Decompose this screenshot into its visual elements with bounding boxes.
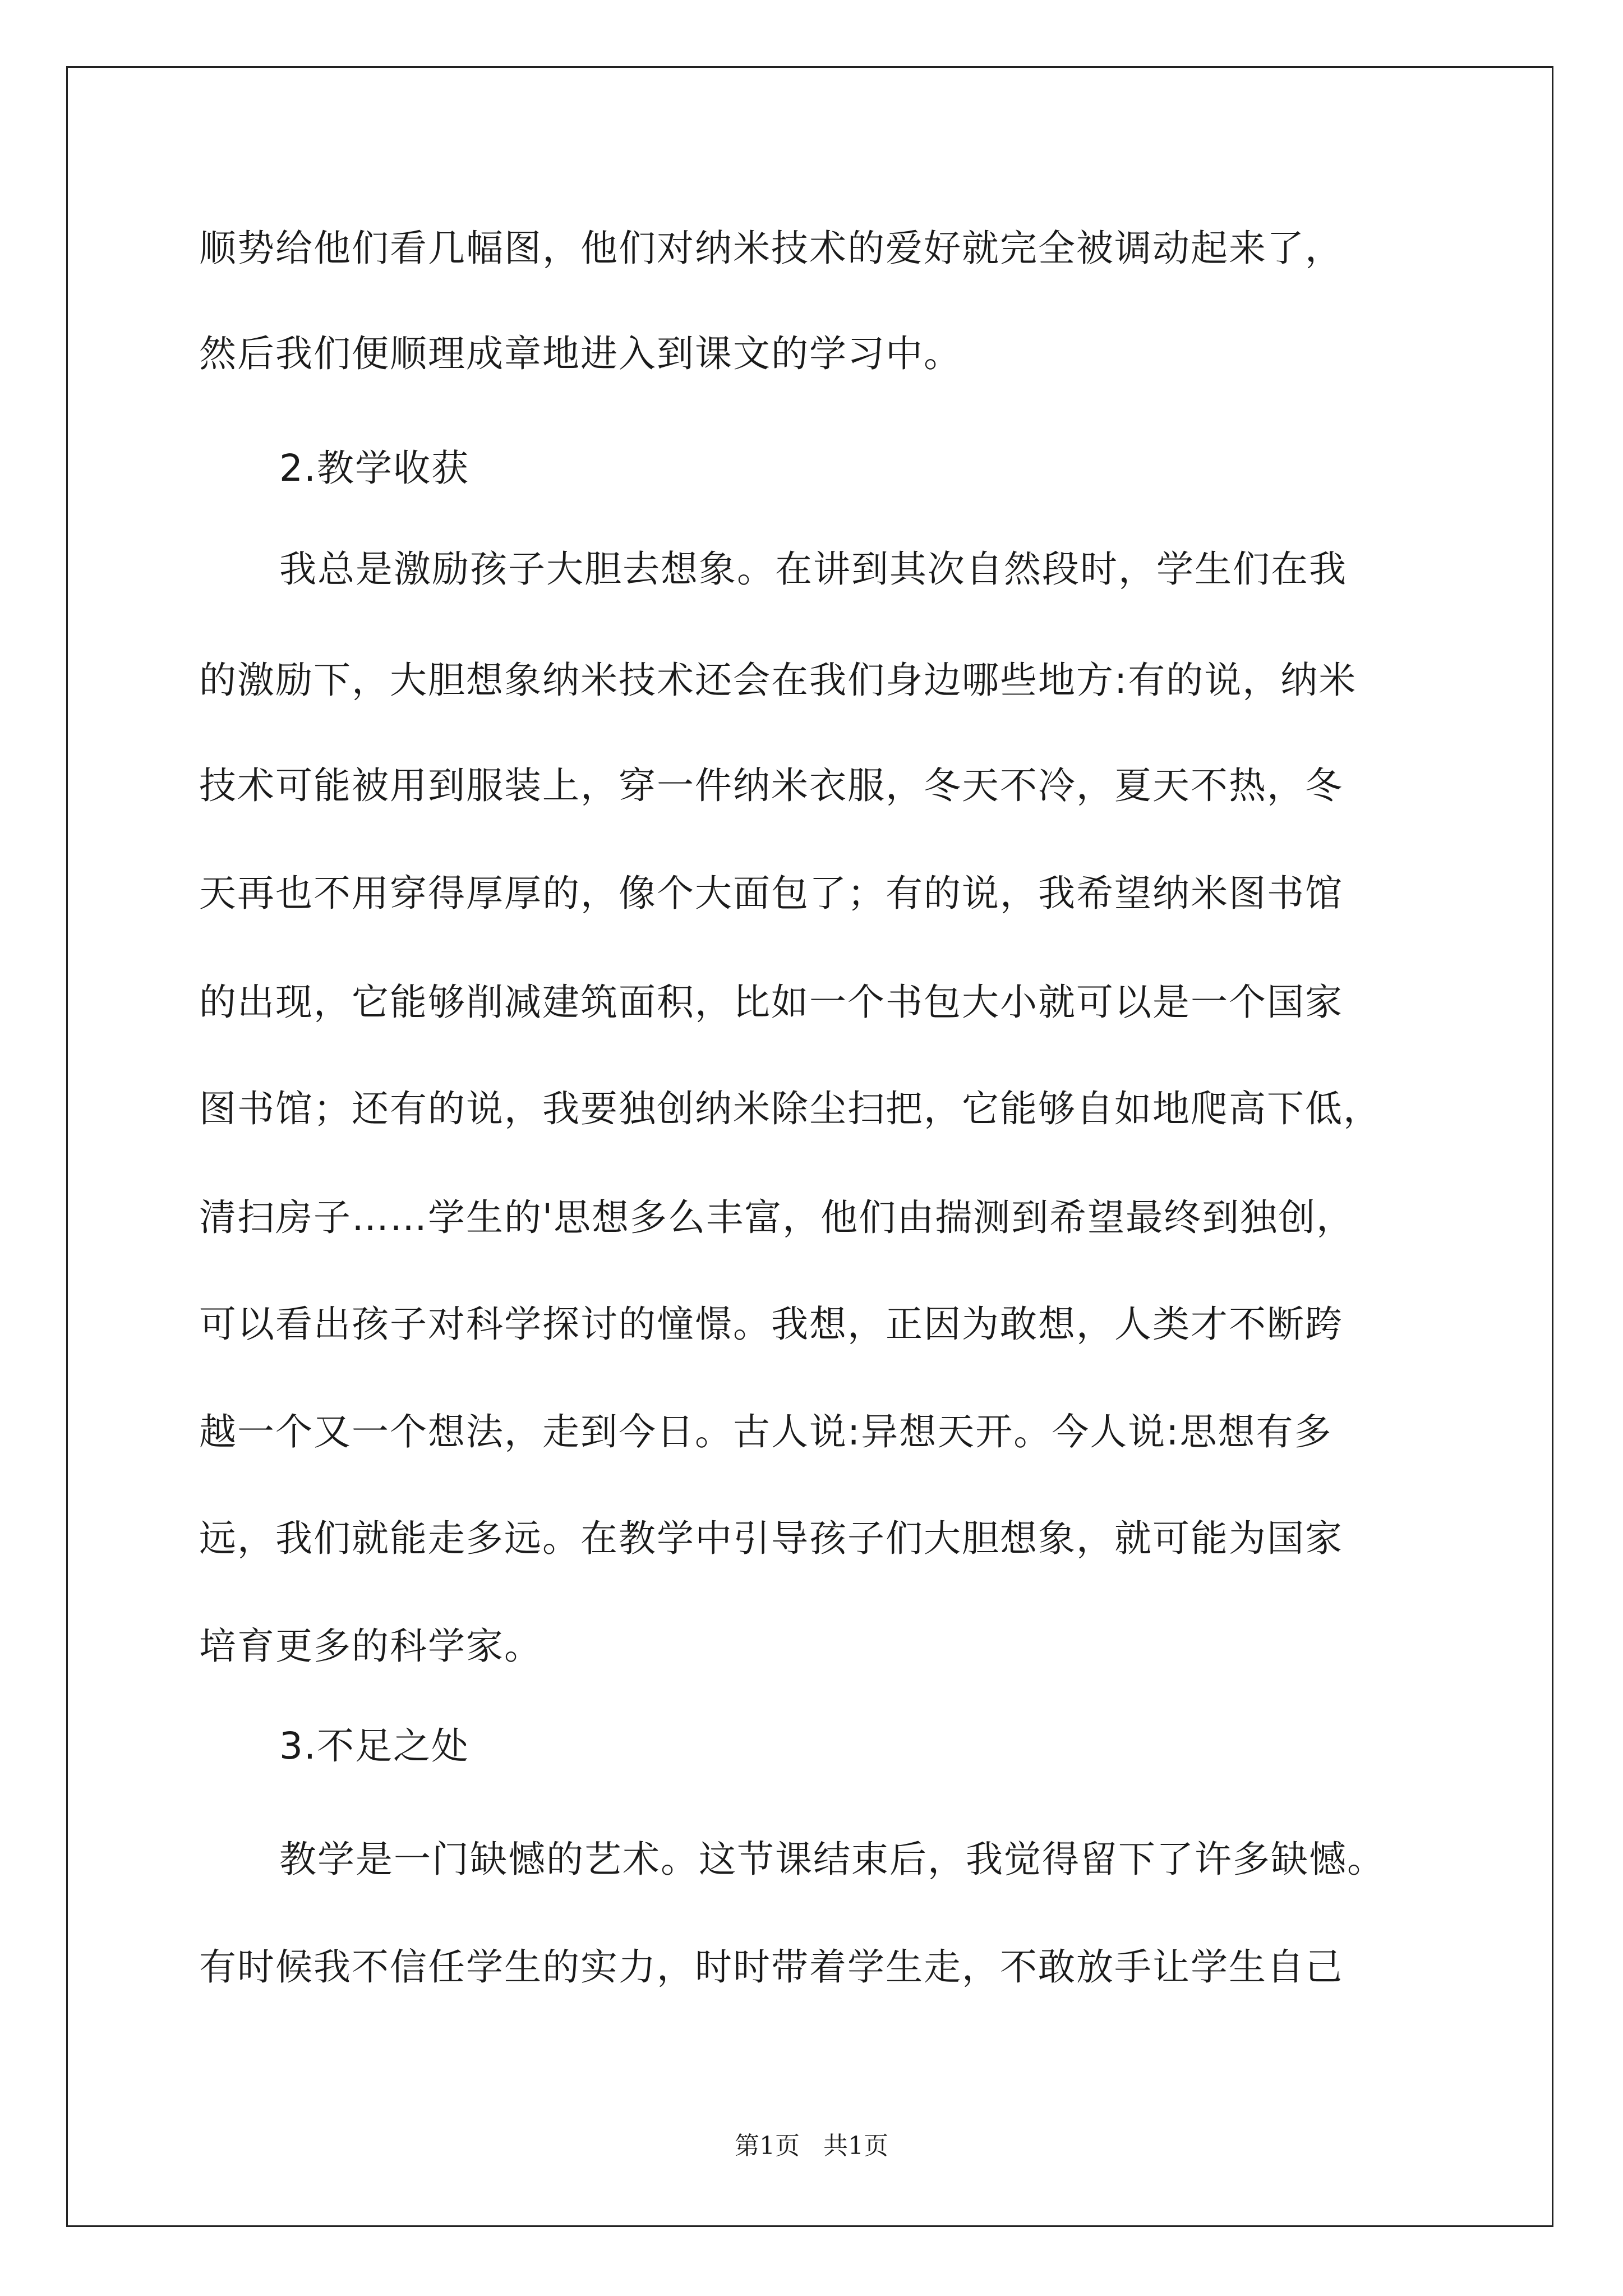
- section-heading: 3.不足之处: [279, 1724, 469, 1768]
- text-line: 有时候我不信任学生的实力，时时带着学生走，不敢放手让学生自己: [199, 1945, 1343, 1989]
- page-number: 第1页: [735, 2132, 800, 2160]
- text-line: 然后我们便顺理成章地进入到课文的学习中。: [199, 332, 962, 375]
- text-line: 教学是一门缺憾的艺术。这节课结束后，我觉得留下了许多缺憾。: [279, 1838, 1385, 1881]
- text-line: 图书馆；还有的说，我要独创纳米除尘扫把，它能够自如地爬高下低，: [199, 1087, 1381, 1130]
- text-line: 培育更多的科学家。: [199, 1625, 542, 1668]
- section-heading: 2.教学收获: [279, 447, 469, 490]
- text-line: 可以看出孩子对科学探讨的憧憬。我想，正因为敢想，人类才不断跨: [199, 1303, 1343, 1346]
- text-line: 的出现，它能够削减建筑面积，比如一个书包大小就可以是一个国家: [199, 981, 1343, 1024]
- page-total: 共1页: [823, 2132, 888, 2160]
- text-line: 远，我们就能走多远。在教学中引导孩子们大胆想象，就可能为国家: [199, 1517, 1343, 1560]
- text-line: 越一个又一个想法，走到今日。古人说:异想天开。今人说:思想有多: [199, 1410, 1332, 1453]
- text-line: 技术可能被用到服装上，穿一件纳米衣服，冬天不冷，夏天不热，冬: [199, 764, 1343, 807]
- text-line: 清扫房子……学生的'思想多么丰富，他们由揣测到希望最终到独创，: [199, 1196, 1355, 1239]
- page-footer: [0, 2131, 1623, 2162]
- text-line: 天再也不用穿得厚厚的，像个大面包了；有的说，我希望纳米图书馆: [199, 872, 1343, 915]
- text-line: 顺势给他们看几幅图，他们对纳米技术的爱好就完全被调动起来了，: [199, 227, 1343, 270]
- text-line: 我总是激励孩子大胆去想象。在讲到其次自然段时，学生们在我: [279, 547, 1347, 591]
- text-line: 的激励下，大胆想象纳米技术还会在我们身边哪些地方:有的说，纳米: [199, 659, 1357, 702]
- page-border: [66, 66, 1553, 2227]
